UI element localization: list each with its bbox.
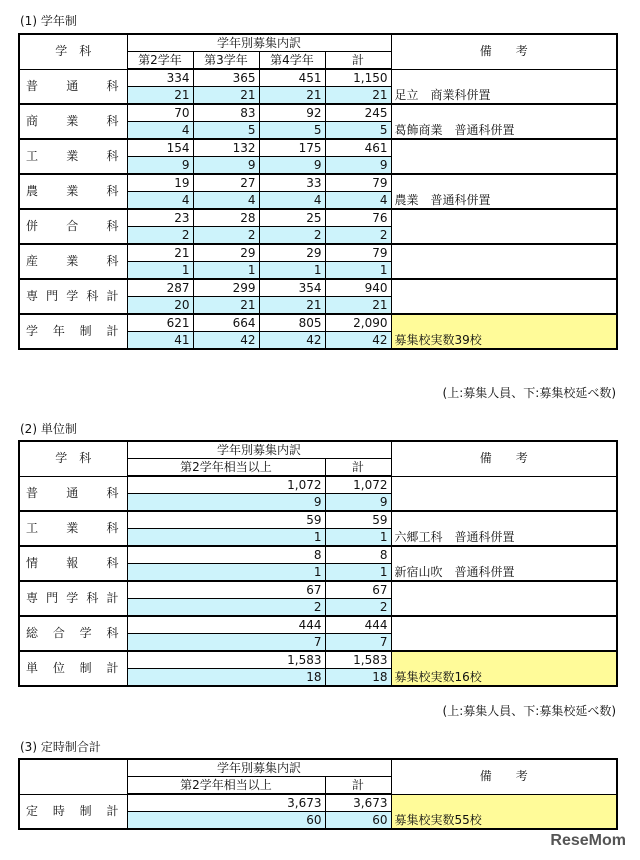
row-remark: 募集校実数55校 [391, 794, 617, 829]
recruit-count: 365 [193, 69, 259, 87]
row-remark: 新宿山吹 普通科併置 [391, 546, 617, 581]
school-count: 21 [325, 297, 391, 315]
recruit-count: 1,072 [127, 476, 325, 494]
row-remark [391, 279, 617, 314]
school-count: 18 [127, 669, 325, 687]
school-count: 21 [259, 87, 325, 105]
school-count: 2 [193, 227, 259, 245]
recruit-count: 21 [127, 244, 193, 262]
recruit-count: 1,583 [325, 651, 391, 669]
recruit-count: 245 [325, 104, 391, 122]
recruit-count: 8 [325, 546, 391, 564]
section1-title: (1) 学年制 [20, 14, 77, 28]
recruit-count: 1,583 [127, 651, 325, 669]
school-count: 1 [193, 262, 259, 280]
table-row [19, 476, 617, 494]
recruit-count: 299 [193, 279, 259, 297]
school-count: 5 [325, 122, 391, 140]
row-remark [391, 139, 617, 174]
school-count: 1 [259, 262, 325, 280]
row-remark [391, 244, 617, 279]
school-count: 1 [325, 564, 391, 582]
school-count: 21 [193, 87, 259, 105]
school-count: 4 [193, 192, 259, 210]
header-subject: 学 科 [19, 441, 127, 476]
school-count: 2 [127, 599, 325, 617]
table-row [19, 511, 617, 529]
table-row [19, 616, 617, 634]
recruit-count: 76 [325, 209, 391, 227]
school-count: 41 [127, 332, 193, 350]
row-remark: 農業 普通科併置 [391, 174, 617, 209]
header-year: 計 [325, 777, 391, 795]
header-breakdown: 学年別募集内訳 [127, 441, 391, 459]
table-row [19, 581, 617, 599]
table-row [19, 314, 617, 332]
header-year: 計 [325, 459, 391, 477]
school-count: 7 [127, 634, 325, 652]
recruit-count: 1,072 [325, 476, 391, 494]
recruit-count: 444 [325, 616, 391, 634]
row-remark: 足立 商業科併置 [391, 69, 617, 104]
school-count: 4 [127, 122, 193, 140]
recruit-count: 940 [325, 279, 391, 297]
header-remarks: 備 考 [391, 34, 617, 69]
row-subject: 商業科 [19, 104, 127, 139]
school-count: 9 [127, 494, 325, 512]
recruit-count: 175 [259, 139, 325, 157]
table-row [19, 174, 617, 192]
school-count: 2 [259, 227, 325, 245]
row-subject: 専門学科計 [19, 581, 127, 616]
table-row [19, 279, 617, 297]
header-breakdown: 学年別募集内訳 [127, 34, 391, 52]
recruit-count: 664 [193, 314, 259, 332]
row-subject: 総合学科 [19, 616, 127, 651]
school-count: 9 [127, 157, 193, 175]
header-breakdown: 学年別募集内訳 [127, 759, 391, 777]
school-count: 9 [193, 157, 259, 175]
school-count: 1 [325, 262, 391, 280]
row-subject: 農業科 [19, 174, 127, 209]
recruit-count: 334 [127, 69, 193, 87]
school-count: 21 [325, 87, 391, 105]
header-year: 第2学年相当以上 [127, 777, 325, 795]
table-row [19, 546, 617, 564]
header-remarks: 備 考 [391, 441, 617, 476]
recruit-count: 621 [127, 314, 193, 332]
recruit-count: 451 [259, 69, 325, 87]
recruit-count: 92 [259, 104, 325, 122]
recruit-count: 67 [127, 581, 325, 599]
recruit-count: 25 [259, 209, 325, 227]
row-remark [391, 616, 617, 651]
recruit-count: 154 [127, 139, 193, 157]
recruit-count: 132 [193, 139, 259, 157]
recruit-count: 3,673 [127, 794, 325, 812]
recruit-count: 3,673 [325, 794, 391, 812]
school-count: 21 [127, 87, 193, 105]
row-subject: 単位制計 [19, 651, 127, 686]
header-year: 第2学年相当以上 [127, 459, 325, 477]
recruit-count: 83 [193, 104, 259, 122]
table-row [19, 651, 617, 669]
header-year: 第4学年 [259, 52, 325, 70]
recruit-count: 2,090 [325, 314, 391, 332]
row-remark: 募集校実数16校 [391, 651, 617, 686]
school-count: 60 [127, 812, 325, 830]
row-subject: 産業科 [19, 244, 127, 279]
school-count: 1 [127, 529, 325, 547]
recruit-count: 67 [325, 581, 391, 599]
school-count: 2 [325, 227, 391, 245]
header-subject: 学 科 [19, 34, 127, 69]
school-count: 20 [127, 297, 193, 315]
recruit-count: 70 [127, 104, 193, 122]
resemom-logo: ReseMom [550, 832, 626, 849]
teijisei-total-table [18, 758, 618, 830]
school-count: 4 [127, 192, 193, 210]
header-year: 第2学年 [127, 52, 193, 70]
recruit-count: 59 [325, 511, 391, 529]
school-count: 21 [259, 297, 325, 315]
section3-title: (3) 定時制合計 [20, 740, 101, 754]
school-count: 60 [325, 812, 391, 830]
section1-note: (上:募集人員、下:募集校延べ数) [442, 386, 616, 400]
row-remark: 六郷工科 普通科併置 [391, 511, 617, 546]
school-count: 9 [259, 157, 325, 175]
recruit-count: 29 [259, 244, 325, 262]
tanisei-table [18, 440, 618, 687]
recruit-count: 444 [127, 616, 325, 634]
recruit-count: 23 [127, 209, 193, 227]
school-count: 1 [127, 564, 325, 582]
school-count: 42 [259, 332, 325, 350]
table-row [19, 209, 617, 227]
row-remark: 葛飾商業 普通科併置 [391, 104, 617, 139]
school-count: 42 [325, 332, 391, 350]
table-row [19, 139, 617, 157]
table-row [19, 794, 617, 812]
row-subject: 情報科 [19, 546, 127, 581]
header-remarks: 備 考 [391, 759, 617, 794]
row-remark [391, 581, 617, 616]
recruit-count: 287 [127, 279, 193, 297]
school-count: 21 [193, 297, 259, 315]
header-subject [19, 759, 127, 794]
school-count: 9 [325, 494, 391, 512]
recruit-count: 33 [259, 174, 325, 192]
recruit-count: 1,150 [325, 69, 391, 87]
recruit-count: 19 [127, 174, 193, 192]
row-subject: 学年制計 [19, 314, 127, 349]
school-count: 2 [325, 599, 391, 617]
school-count: 7 [325, 634, 391, 652]
school-count: 9 [325, 157, 391, 175]
recruit-count: 461 [325, 139, 391, 157]
school-count: 4 [325, 192, 391, 210]
school-count: 4 [259, 192, 325, 210]
school-count: 2 [127, 227, 193, 245]
school-count: 1 [127, 262, 193, 280]
recruit-count: 79 [325, 244, 391, 262]
school-count: 42 [193, 332, 259, 350]
row-subject: 専門学科計 [19, 279, 127, 314]
school-count: 1 [325, 529, 391, 547]
gakunensei-table [18, 33, 618, 350]
row-subject: 普通科 [19, 476, 127, 511]
recruit-count: 805 [259, 314, 325, 332]
row-subject: 工業科 [19, 139, 127, 174]
recruit-count: 8 [127, 546, 325, 564]
recruit-count: 29 [193, 244, 259, 262]
recruit-count: 79 [325, 174, 391, 192]
row-subject: 併合科 [19, 209, 127, 244]
row-subject: 普通科 [19, 69, 127, 104]
row-remark [391, 476, 617, 511]
recruit-count: 27 [193, 174, 259, 192]
header-year: 計 [325, 52, 391, 70]
row-subject: 工業科 [19, 511, 127, 546]
school-count: 5 [259, 122, 325, 140]
recruit-count: 28 [193, 209, 259, 227]
table-row [19, 69, 617, 87]
row-subject: 定時制計 [19, 794, 127, 829]
row-remark: 募集校実数39校 [391, 314, 617, 349]
school-count: 5 [193, 122, 259, 140]
table-row [19, 104, 617, 122]
section2-title: (2) 単位制 [20, 422, 77, 436]
header-year: 第3学年 [193, 52, 259, 70]
recruit-count: 354 [259, 279, 325, 297]
recruit-count: 59 [127, 511, 325, 529]
section2-note: (上:募集人員、下:募集校延べ数) [442, 704, 616, 718]
school-count: 18 [325, 669, 391, 687]
row-remark [391, 209, 617, 244]
table-row [19, 244, 617, 262]
